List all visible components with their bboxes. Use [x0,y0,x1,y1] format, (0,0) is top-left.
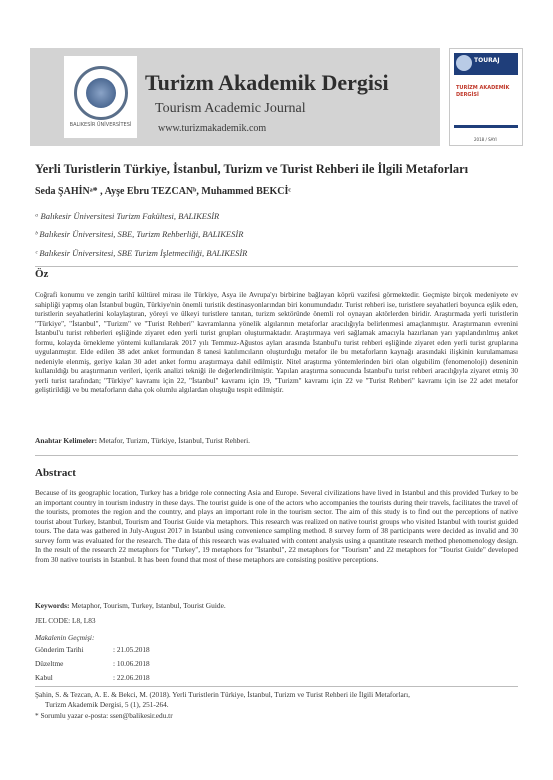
divider [35,455,518,456]
article-title: Yerli Turistlerin Türkiye, İstanbul, Turizm ve Turist Rehberi ile İlgili Metaforları [35,162,469,176]
affiliation-b: ᵇ Balıkesir Üniversitesi, SBE, Turizm Rehberliği, BALIKESİR [35,229,244,239]
citation-line-1: Şahin, S. & Tezcan, A. E. & Bekci, M. (2018). Yerli Turistlerin Türkiye, İstanbul, Turizm ve Turist Rehberi ile İlgili Metaforları, [35,690,410,699]
citation [35,690,518,721]
abstract-keywords-label: Keywords: [35,601,70,610]
journal-cover-thumbnail [449,48,523,146]
cover-divider [454,125,518,128]
oz-keywords [35,436,518,445]
corresponding-author-email[interactable]: * Sorumlu yazar e-posta: ssen@balikesir.edu.tr [35,711,173,721]
logo-text: BALIKESİR ÜNİVERSİTESİ [69,122,132,128]
journal-url-link[interactable]: www.turizmakademik.com [158,123,267,134]
history-row [35,645,150,654]
abstract-keywords-value: Metaphor, Tourism, Turkey, Istanbul, Tourist Guide. [71,601,226,610]
oz-keywords-value: Metafor, Turizm, Türkiye, İstanbul, Turist Rehberi. [98,436,250,445]
journal-title: Turizm Akademik Dergisi [145,70,389,95]
cover-footer: 2018 / SAYI [474,137,497,142]
history-row [35,659,150,668]
oz-heading: Öz [35,268,49,280]
history-key: Kabul [35,673,53,682]
oz-text: Coğrafi konumu ve zengin tarihî kültürel mirası ile Türkiye, Asya ile Avrupa'yı birbirine bağlayan köprü vazifesi görmektedir. Geçmişte birçok medeniyete ev sahipliği yapmış olan İstanbul bugün, Türkiye'nin önemli turistik destinasyonlarından biri konumundadır. Turist rehberi ise, turistlere seyahatleri boyunca eşlik eden, turistlerin seyahatlerini kolaylaştıran, yöreyi ve ülkeyi turistlere tanıtan, turizm sektöründe önemli rol oynayan aktörlerden biridir. Araştırmada yerli turistlerin "Türkiye", "İstanbul", "Turizm" ve "Turist Rehberi" kavramlarına yönelik algılarının metaforlar aracılığıyla belirlenmesi amaçlanmıştır. Araştırmanın evrenini İstanbul'u turist rehberleri eşliğinde ziyaret eden yerli turist grupları oluşturmaktadır. Araştırmaya veri sağlamak amacıyla hazırlanan yarı yapılandırılmış anket formu, kolayda örnekleme yöntemi kullanılarak 2017 yılı Temmuz-Ağustos ayları arasında İstanbul'u turist rehberi eşliğinde ziyaret eden yerli turist gruplarına uygulanmıştır. Elde edilen 38 adet anket formundan 8 tanesi katılımcıların oluşturduğu metafor ile bu metaforların kaynağı arasındaki ilişkinin kurulamaması nedeniyle elenmiş, geriye kalan 30 adet anket formu araştırmaya dahil edilmiştir. Nitel araştırma yöntemlerinden biri olan olgubilim (fenomenoloji) deseninin kullanıldığı bu araştırmanın verileri, içerik analizi tekniği ile değerlendirilmiştir. Yapılan araştırma sonucunda İstanbul'u turist rehberi aracılığıyla ziyaret etmiş 30 yerli turist tarafından; "Türkiye" kavramı için 22, "İstanbul" kavramı için 19, "Turizm" kavramı için 22 ve "Turist Rehberi" kavramı için ise 22 adet metafor geliştirildiği ve bu metaforların daha çok olumlu algılardan oluştuğu tespit edilmiştir. [35,290,518,395]
affiliation-c: ᶜ Balıkesir Üniversitesi, SBE Turizm İşletmeciliği, BALIKESİR [35,248,248,258]
history-key: Gönderim Tarihi [35,645,84,654]
article-authors: Seda ŞAHİNᵃ* , Ayşe Ebru TEZCANᵇ, Muhammed BEKCİᶜ [35,186,291,197]
journal-subtitle: Tourism Academic Journal [155,101,306,116]
university-logo [64,56,137,138]
history-value: : 10.06.2018 [113,659,150,668]
divider [35,686,518,687]
citation-line-2: Turizm Akademik Dergisi, 5 (1), 251-264. [45,699,169,709]
abstract-text: Because of its geographic location, Turkey has a bridge role connecting Asia and Europe. Several civilizations have lived in Istanbul and this provided Turkey to be an important country in tourism industry in these days. The tourist guide is one of the actors who accompanies the tourists during their travels, facilitates the travel of the tourists, promotes the region and the country, and plays an important role in the tourism sector. The aim of this study is to find out the perceptions of native tourist about Turkey, Istanbul, Tourism and Tourist Guide via metaphors. This research was realized on native tourist groups who visited Istanbul with tourist guided tours. The data was gathered in July-August 2017 in Istanbul using convenience sampling method. 8 survey form of 38 participants were decided as invalid and 30 survey form was evaluated for the research. The data of this research was evaluated with content analysis using a quantitate research method phenomenology design. In the result of the research 22 metaphors for "Turkey", 19 metaphors for "Istanbul", 22 metaphors for "Tourism" and 22 metaphors for "Tourist Guide" developed from 30 native tourists in Istanbul. It has been found that most of these metaphors are consisting positive perceptions. [35,488,518,564]
history-key: Düzeltme [35,659,64,668]
abstract-keywords [35,601,518,610]
logo-emblem-icon [86,78,116,108]
cover-brand: TOURAJ [474,57,500,64]
abstract-heading: Abstract [35,467,76,479]
affiliation-a: ᵃ Balıkesir Üniversitesi Turizm Fakültesi, BALIKESİR [35,211,220,221]
journal-header [30,48,523,146]
divider [35,266,518,267]
cover-logo-icon [456,55,472,71]
history-value: : 21.05.2018 [113,645,150,654]
history-label: Makalenin Geçmişi: [35,633,95,642]
cover-title: TURİZM AKADEMİK DERGİSİ [456,85,510,98]
oz-keywords-label: Anahtar Kelimeler: [35,436,98,445]
history-row [35,673,150,682]
history-value: : 22.06.2018 [113,673,150,682]
jel-code: JEL CODE: L8, L83 [35,616,96,625]
